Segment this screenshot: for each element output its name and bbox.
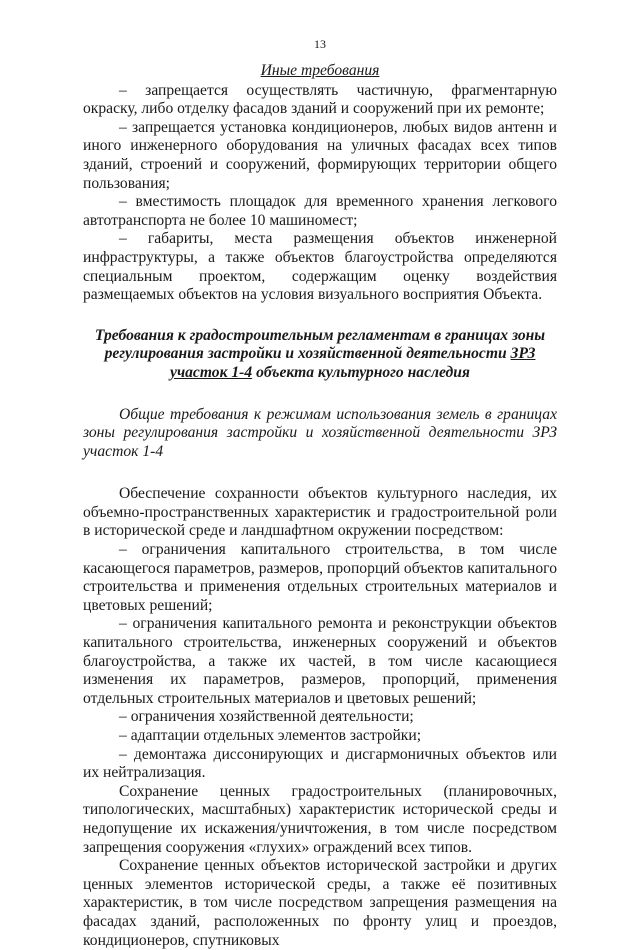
page-number: 13 <box>314 37 326 51</box>
list-item: – демонтажа диссонирующих и дисгармоничных объектов или их нейтрализация. <box>83 745 557 782</box>
section-title-zone: ЗРЗ участок 1-4 <box>170 345 536 381</box>
section-subtitle <box>83 406 557 462</box>
page-content <box>83 62 557 950</box>
section-title <box>83 327 557 383</box>
section-subtitle-text: Общие требования к режимам использования земель в границах зоны регулирования застройки и хозяйственной деятельности ЗРЗ участок 1-4 <box>83 405 557 460</box>
list-item: – ограничения хозяйственной деятельности; <box>119 708 414 726</box>
list-item: – ограничения капитального строительства, в том числе касающегося параметров, размеров, пропорций объектов капитального строительства и применения отдельных строительных материалов и цветовых решений; <box>83 541 557 614</box>
list-item: – ограничения капитального ремонта и реконструкции объектов капитального строительства, инженерных сооружений и объектов благоустройства, а также их частей, в том числе касающиеся изменения их параметров, размеров, пропорций, применения отдельных строительных материалов и цветовых решений; <box>83 615 557 707</box>
list-item: – габариты, места размещения объектов инженерной инфраструктуры, а также объектов благоустройства определяются специальным проектом, содержащим оценку воздействия размещаемых объектов на условия визуального восприятия Объекта. <box>83 230 557 304</box>
section-title-part2: объекта культурного наследия <box>252 363 470 381</box>
list-item: – запрещается установка кондиционеров, любых видов антенн и иного инженерного оборудования на уличных фасадах всех типов зданий, строений и сооружений, формирующих территории общего пользования; <box>83 118 557 192</box>
list-item: – адаптации отдельных элементов застройки; <box>119 727 422 744</box>
list-item: – запрещается осуществлять частичную, фрагментарную окраску, либо отделку фасадов зданий и сооружений при их ремонте; <box>83 81 557 118</box>
body-paragraph: Сохранение ценных градостроительных (планировочных, типологических, масштабных) характеристик исторической среды и недопущение их искажения/уничтожения, в том числе посредством запрещения сооружения «глухих» ограждений всех типов. <box>83 782 557 856</box>
other-requirements-heading: Иные требования <box>260 62 380 79</box>
spacer <box>83 461 557 485</box>
list-item: – вместимость площадок для временного хранения легкового автотранспорта не более 10 машиномест; <box>83 193 557 229</box>
body-intro: Обеспечение сохранности объектов культурного наследия, их объемно-пространственных характеристик и градостроительной роли в исторической среде и ландшафтном окружении посредством: <box>83 485 557 540</box>
section-title-part1: Требования к градостроительным регламентам в границах зоны регулирования застройки и хозяйственной деятельности <box>94 326 546 363</box>
body-paragraph: Сохранение ценных объектов исторической застройки и других ценных элементов исторической среды, а также её позитивных характеристик, в том числе посредством запрещения размещения на фасадах зданий, расположенных по фронту улиц и проездов, кондиционеров, спутниковых <box>83 857 557 949</box>
